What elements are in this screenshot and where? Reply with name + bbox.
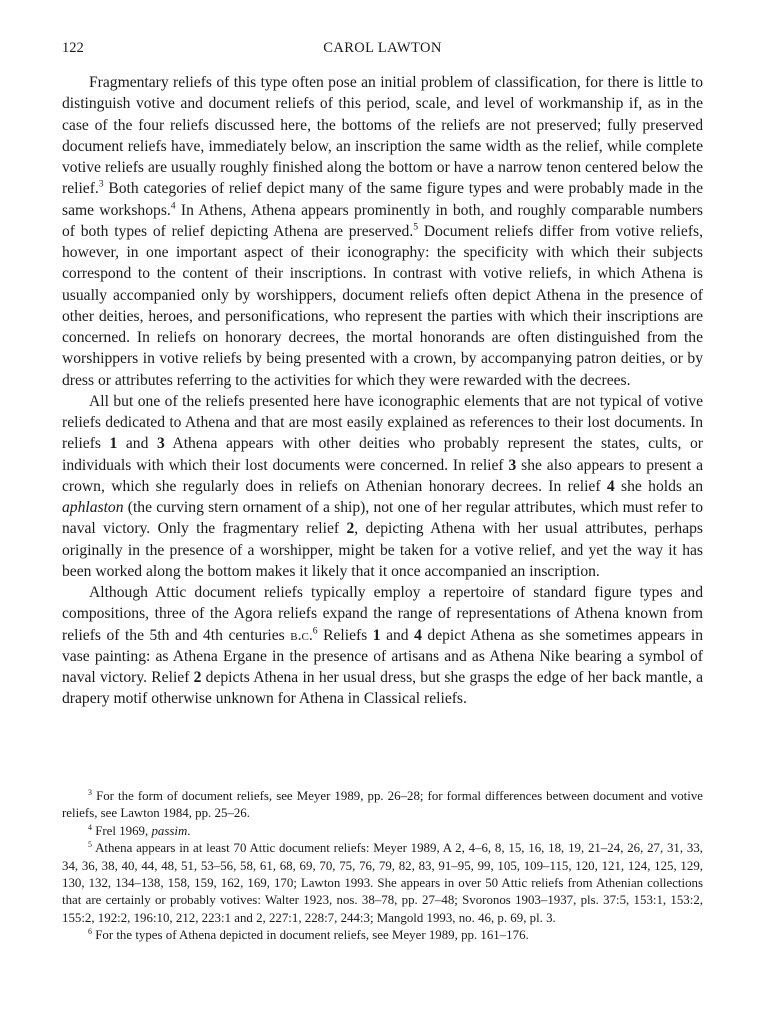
footnote (62, 840, 703, 927)
footnote (62, 823, 703, 840)
text-run: For the types of Athena depicted in document reliefs, see Meyer 1989, pp. 161–176. (92, 928, 529, 943)
note-reference: 4 (88, 822, 92, 832)
footnote (62, 788, 703, 823)
running-head-author: CAROL LAWTON (323, 40, 442, 56)
text-run: Both categories of relief depict many of the same figure types and were probably made in the same workshops. (62, 180, 703, 219)
running-head (62, 40, 703, 60)
text-run: she holds an (614, 477, 703, 495)
text-run: Although Attic document reliefs typically employ a repertoire of standard figure types and compositions, three of the Agora reliefs expand the range of representations of Athena known from reliefs of the 5th and 4th centuries (62, 584, 703, 644)
text-run: 3 (156, 435, 165, 453)
text-run: Fragmentary reliefs of this type often pose an initial problem of classification, for there is little to distinguish votive and document reliefs of this period, scale, and level of workmanship if, as in the case of the four reliefs discussed here, the bottoms of the reliefs are not preserved; fully preserved document reliefs have, immediately below, an inscription the same width as the relief, while complete votive reliefs are usually roughly finished along the bottom or have a narrow tenon centered below the relief. (62, 74, 703, 198)
text-run: 2 (193, 669, 202, 686)
text-run: (the curving stern ornament of a ship), not one of her regular attributes, which must refer to naval victory. Only the fragmentary relief (62, 499, 703, 538)
text-run: . (187, 823, 191, 838)
text-run: Athena appears with other deities who probably represent the states, cults, or individuals with which their lost documents were concerned. In relief (62, 435, 703, 474)
note-reference: 4 (170, 200, 176, 212)
text-run: passim (151, 823, 188, 838)
text-run: and (117, 435, 157, 453)
note-reference: 6 (88, 927, 92, 937)
note-reference: 5 (413, 221, 419, 233)
text-run: 1 (372, 626, 381, 644)
body-paragraph (62, 391, 703, 582)
text-run: For the form of document reliefs, see Meyer 1989, pp. 26–28; for formal differences between document and votive reliefs, see Lawton 1984, pp. 25–26. (62, 789, 703, 821)
text-run: , depicting Athena with her usual attributes, perhaps originally in the presence of a worshipper, might be taken for a votive relief, and yet the way it has been worked along the bottom makes it likely that it once accompanied an inscription. (62, 520, 703, 580)
footnotes (62, 788, 703, 945)
text-run: All but one of the reliefs presented here have iconographic elements that are not typical of votive reliefs dedicated to Athena and that are most easily explained as references to their lost documents. In reliefs (62, 392, 703, 453)
text-run: In Athens, Athena appears prominently in both, and roughly comparable numbers of both types of relief depicting Athena are preserved. (62, 201, 704, 240)
text-run: Frel 1969, (92, 823, 152, 838)
note-reference: 6 (312, 625, 318, 637)
text-run: b.c. (290, 626, 313, 644)
text-run: and (380, 626, 415, 644)
note-reference: 3 (98, 178, 104, 190)
text-run: Document reliefs differ from votive reliefs, however, in one important aspect of their iconography: the specificity with which their subjects correspond to the content of their inscriptions. In contrast with votive reliefs, in which Athena is usually accompanied only by worshippers, document reliefs often depict Athena in the presence of other deities, heroes, and personifications, who represent the parties with which their inscriptions are concerned. In reliefs on honorary decrees, the mortal honorands are often distinguished from the worshippers in votive reliefs by being presented with a crown, by accompanying patron deities, or by dress or attributes referring to the activities for which they were rewarded with the decrees. (62, 222, 703, 389)
text-run: Athena appears in at least 70 Attic document reliefs: Meyer 1989, A 2, 4–6, 8, 15, 16, 18, 19, 21–24, 26, 27, 31, 33, 34, 36, 38, 40, 44, 48, 51, 53–56, 58, 61, 68, 69, 70, 75, 76, 79, 82, 83, 91–95, 99, 105, 109–115, 120, 121, 124, 125, 129, 130, 132, 134–138, 158, 159, 162, 169, 170; Lawton 1993. She appears in over 50 Attic reliefs from Athenian collections that are certainly or probably votives: Walter 1923, nos. 38–78, pp. 27–48; Svoronos 1903–1937, pls. 37:5, 153:1, 153:2, 155:2, 192:2, 196:10, 212, 223:1 and 2, 227:1, 228:7, 244:3; Mangold 1993, no. 46, p. 69, pl. 3. (62, 841, 703, 925)
footnote (62, 927, 703, 944)
text-run: aphlaston (62, 499, 124, 516)
text-run: 3 (508, 456, 517, 474)
text-run: depicts Athena in her usual dress, but she grasps the edge of her back mantle, a drapery motif otherwise unknown for Athena in Classical reliefs. (62, 669, 703, 708)
text-run: 1 (109, 435, 118, 453)
body-text (62, 72, 703, 710)
text-run: 4 (414, 626, 422, 644)
body-paragraph (62, 72, 703, 391)
body-paragraph (62, 582, 703, 710)
text-run: depict Athena as she sometimes appears in vase painting: as Athena Ergane in the presence of artisans and as Athena Nike bearing a symbol of naval victory. Relief (62, 626, 703, 686)
note-reference: 5 (88, 840, 92, 850)
note-reference: 3 (88, 787, 92, 797)
text-run: 2 (346, 520, 355, 538)
text-run: she also appears to present a crown, which she regularly does in reliefs on Athenian honorary decrees. In relief (62, 456, 704, 495)
page-number: 122 (62, 40, 84, 56)
text-run: 4 (606, 477, 615, 495)
text-run: Reliefs (317, 626, 373, 644)
